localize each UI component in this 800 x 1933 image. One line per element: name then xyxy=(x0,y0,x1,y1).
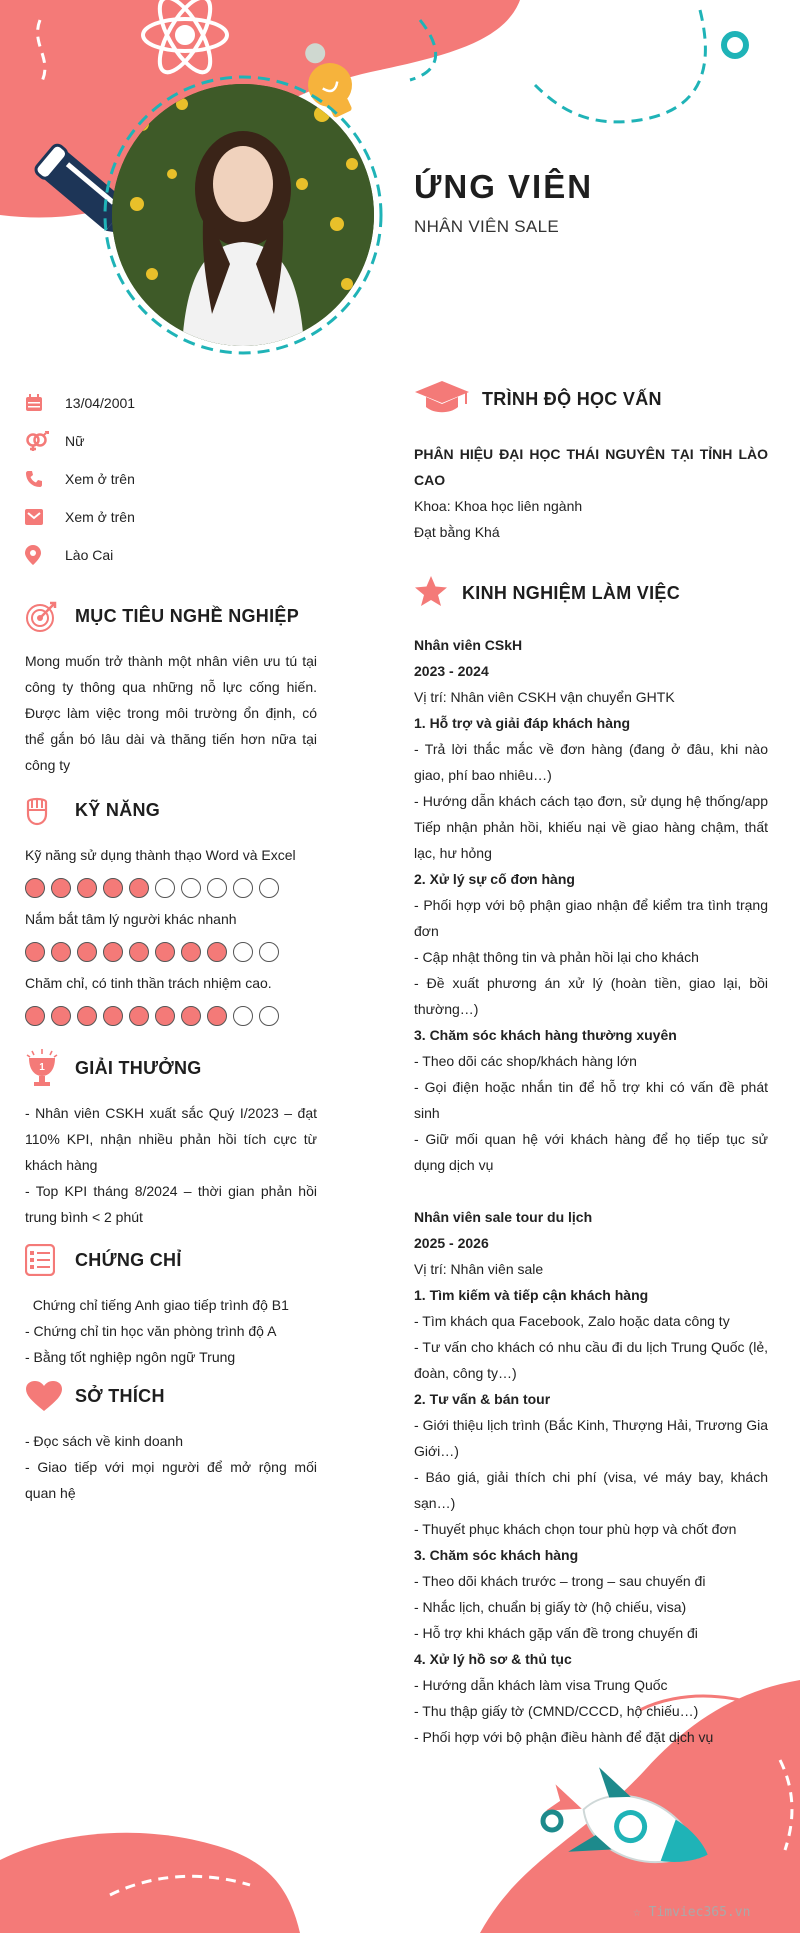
rating-dot-filled xyxy=(103,942,123,962)
site-watermark: ☆ Timviec365.vn xyxy=(633,1905,751,1920)
duty-item: - Hướng dẫn khách cách tạo đơn, sử dụng hệ thống/app Tiếp nhận phản hồi, khiếu nại về giao hàng chậm, thất lạc, hư hỏng xyxy=(414,793,768,861)
duty-heading: 3. Chăm sóc khách hàng thường xuyên xyxy=(414,1027,677,1043)
job-period: 2023 - 2024 xyxy=(414,663,489,679)
duty-item: - Phối hợp với bộ phận điều hành để đặt dịch vụ xyxy=(414,1729,714,1745)
duty-item: - Theo dõi khách trước – trong – sau chuyến đi xyxy=(414,1573,706,1589)
duty-heading: 4. Xử lý hồ sơ & thủ tục xyxy=(414,1651,572,1667)
experience-title: KINH NGHIỆM LÀM VIỆC xyxy=(462,583,681,603)
rating-dot-filled xyxy=(207,1006,227,1026)
skill-rating xyxy=(25,878,317,898)
email-value: Xem ở trên xyxy=(65,509,135,525)
duty-item: - Theo dõi các shop/khách hàng lớn xyxy=(414,1053,637,1069)
address-value: Lào Cai xyxy=(65,547,114,563)
objective-text: Mong muốn trở thành một nhân viên ưu tú tại công ty thông qua những nỗ lực cống hiến. Được làm việc trong môi trường ổn định, có thể gắn bó lâu dài và thăng tiến hơn nữa tại công ty xyxy=(25,653,317,773)
svg-text:1: 1 xyxy=(39,1062,45,1073)
rating-dot-filled xyxy=(25,1006,45,1026)
birthday-row xyxy=(25,384,317,422)
rating-dot-filled xyxy=(77,878,97,898)
certificate-list-icon xyxy=(25,1240,75,1280)
skill-rating xyxy=(25,1006,317,1026)
duty-item: - Tìm khách qua Facebook, Zalo hoặc data công ty xyxy=(414,1313,730,1329)
rating-dot-filled xyxy=(103,1006,123,1026)
rating-dot-empty xyxy=(233,942,253,962)
profile-photo xyxy=(112,84,374,346)
duty-item: - Gọi điện hoặc nhắn tin để hỗ trợ khi có vấn đề phát sinh xyxy=(414,1079,768,1121)
certificates-heading xyxy=(25,1240,317,1280)
duty-item: - Thu thập giấy tờ (CMND/CCCD, hộ chiếu…) xyxy=(414,1703,699,1719)
skill-name: Nắm bắt tâm lý người khác nhanh xyxy=(25,911,237,927)
candidate-position: NHÂN VIÊN SALE xyxy=(414,217,559,236)
objective-title: MỤC TIÊU NGHỀ NGHIỆP xyxy=(75,605,300,626)
rating-dot-filled xyxy=(25,942,45,962)
phone-value: Xem ở trên xyxy=(65,471,135,487)
duty-item: - Trả lời thắc mắc về đơn hàng (đang ở đâu, khi nào giao, phí bao nhiêu…) xyxy=(414,741,768,783)
phone-row xyxy=(25,460,317,498)
rating-dot-empty xyxy=(233,1006,253,1026)
duty-item: - Giữ mối quan hệ với khách hàng để họ tiếp tục sử dụng dịch vụ xyxy=(414,1131,768,1173)
duty-item: - Giới thiệu lịch trình (Bắc Kinh, Thượng Hải, Trương Gia Giới…) xyxy=(414,1417,768,1459)
skill-rating xyxy=(25,942,317,962)
duty-heading: 1. Hỗ trợ và giải đáp khách hàng xyxy=(414,715,631,731)
skill-name: Kỹ năng sử dụng thành thạo Word và Excel xyxy=(25,847,296,863)
rating-dot-filled xyxy=(77,942,97,962)
candidate-name: ỨNG VIÊN xyxy=(414,168,594,205)
address-row xyxy=(25,536,317,574)
certificate-item: Chứng chỉ tiếng Anh giao tiếp trình độ B1 xyxy=(25,1297,289,1313)
certificate-item: - Chứng chỉ tin học văn phòng trình độ A xyxy=(25,1323,277,1339)
heart-icon xyxy=(25,1376,75,1416)
rating-dot-empty xyxy=(259,1006,279,1026)
awards-title: GIẢI THƯỞNG xyxy=(75,1057,202,1078)
rating-dot-empty xyxy=(259,942,279,962)
phone-icon xyxy=(25,470,65,488)
fist-icon xyxy=(25,790,75,830)
rating-dot-empty xyxy=(181,878,201,898)
gender-icon xyxy=(25,431,65,451)
rating-dot-filled xyxy=(129,1006,149,1026)
rating-dot-filled xyxy=(25,878,45,898)
rating-dot-filled xyxy=(155,1006,175,1026)
duty-heading: 1. Tìm kiếm và tiếp cận khách hàng xyxy=(414,1287,649,1303)
rating-dot-filled xyxy=(129,942,149,962)
skills-title: KỸ NĂNG xyxy=(75,799,161,820)
rating-dot-empty xyxy=(207,878,227,898)
experience-heading xyxy=(414,575,768,612)
email-row xyxy=(25,498,317,536)
rating-dot-filled xyxy=(51,942,71,962)
duty-item: - Cập nhật thông tin và phản hồi lại cho khách xyxy=(414,949,699,965)
rating-dot-filled xyxy=(51,1006,71,1026)
skills-heading xyxy=(25,790,317,830)
certificates-title: CHỨNG CHỈ xyxy=(75,1249,182,1270)
hobbies-title: SỞ THÍCH xyxy=(75,1385,165,1406)
duty-item: - Thuyết phục khách chọn tour phù hợp và chốt đơn xyxy=(414,1521,737,1537)
gender-row xyxy=(25,422,317,460)
rating-dot-filled xyxy=(77,1006,97,1026)
left-column xyxy=(25,384,317,1506)
duty-item: - Hỗ trợ khi khách gặp vấn đề trong chuyến đi xyxy=(414,1625,698,1641)
rating-dot-empty xyxy=(233,878,253,898)
duty-item: - Báo giá, giải thích chi phí (visa, vé máy bay, khách sạn…) xyxy=(414,1469,768,1511)
duty-item: - Hướng dẫn khách làm visa Trung Quốc xyxy=(414,1677,668,1693)
faculty: Khoa: Khoa học liên ngành xyxy=(414,498,583,514)
education-heading xyxy=(414,380,768,419)
rating-dot-filled xyxy=(51,878,71,898)
rating-dot-empty xyxy=(259,878,279,898)
target-icon xyxy=(25,596,75,636)
job-period: 2025 - 2026 xyxy=(414,1235,489,1251)
school-name: PHÂN HIỆU ĐẠI HỌC THÁI NGUYÊN TẠI TỈNH LÀO CAO xyxy=(414,446,768,488)
award-item: - Top KPI tháng 8/2024 – thời gian phản hồi trung bình < 2 phút xyxy=(25,1183,317,1225)
hobby-item: - Giao tiếp với mọi người để mở rộng mối quan hệ xyxy=(25,1459,317,1501)
rating-dot-filled xyxy=(181,1006,201,1026)
job-title: Nhân viên CSkH xyxy=(414,637,523,653)
graduation-cap-icon xyxy=(414,380,482,419)
duty-heading: 2. Xử lý sự cố đơn hàng xyxy=(414,871,575,887)
duty-item: - Phối hợp với bộ phận giao nhận để kiểm tra tình trạng đơn xyxy=(414,897,768,939)
gender-value: Nữ xyxy=(65,433,85,449)
rating-dot-filled xyxy=(155,942,175,962)
degree-grade: Đạt bằng Khá xyxy=(414,524,500,540)
award-item: - Nhân viên CSKH xuất sắc Quý I/2023 – đạt 110% KPI, nhận nhiều phản hồi tích cực từ khách hàng xyxy=(25,1105,317,1173)
skill-name: Chăm chỉ, có tinh thần trách nhiệm cao. xyxy=(25,975,272,991)
objective-heading xyxy=(25,596,317,636)
birthday-value: 13/04/2001 xyxy=(65,395,136,411)
rating-dot-filled xyxy=(181,942,201,962)
job-title: Nhân viên sale tour du lịch xyxy=(414,1209,593,1225)
duty-heading: 3. Chăm sóc khách hàng xyxy=(414,1547,579,1563)
rating-dot-filled xyxy=(103,878,123,898)
job-role: Vị trí: Nhân viên sale xyxy=(414,1261,544,1277)
star-icon xyxy=(414,575,462,612)
location-pin-icon xyxy=(25,545,65,565)
job-role: Vị trí: Nhân viên CSKH vận chuyển GHTK xyxy=(414,689,675,705)
trophy-icon xyxy=(25,1048,75,1088)
duty-item: - Đề xuất phương án xử lý (hoàn tiền, giao lại, bồi thường…) xyxy=(414,975,768,1017)
duty-item: - Nhắc lịch, chuẩn bị giấy tờ (hộ chiếu, visa) xyxy=(414,1599,687,1615)
awards-heading xyxy=(25,1048,317,1088)
rating-dot-empty xyxy=(155,878,175,898)
certificate-item: - Bằng tốt nghiệp ngôn ngữ Trung xyxy=(25,1349,236,1365)
hobby-item: - Đọc sách về kinh doanh xyxy=(25,1433,183,1449)
education-title: TRÌNH ĐỘ HỌC VẤN xyxy=(482,389,662,409)
hobbies-heading xyxy=(25,1376,317,1416)
email-icon xyxy=(25,509,65,525)
calendar-icon xyxy=(25,394,65,412)
duty-heading: 2. Tư vấn & bán tour xyxy=(414,1391,551,1407)
rating-dot-filled xyxy=(207,942,227,962)
duty-item: - Tư vấn cho khách có nhu cầu đi du lịch Trung Quốc (lẻ, đoàn, công ty…) xyxy=(414,1339,768,1381)
rating-dot-filled xyxy=(129,878,149,898)
right-column xyxy=(414,380,768,1750)
